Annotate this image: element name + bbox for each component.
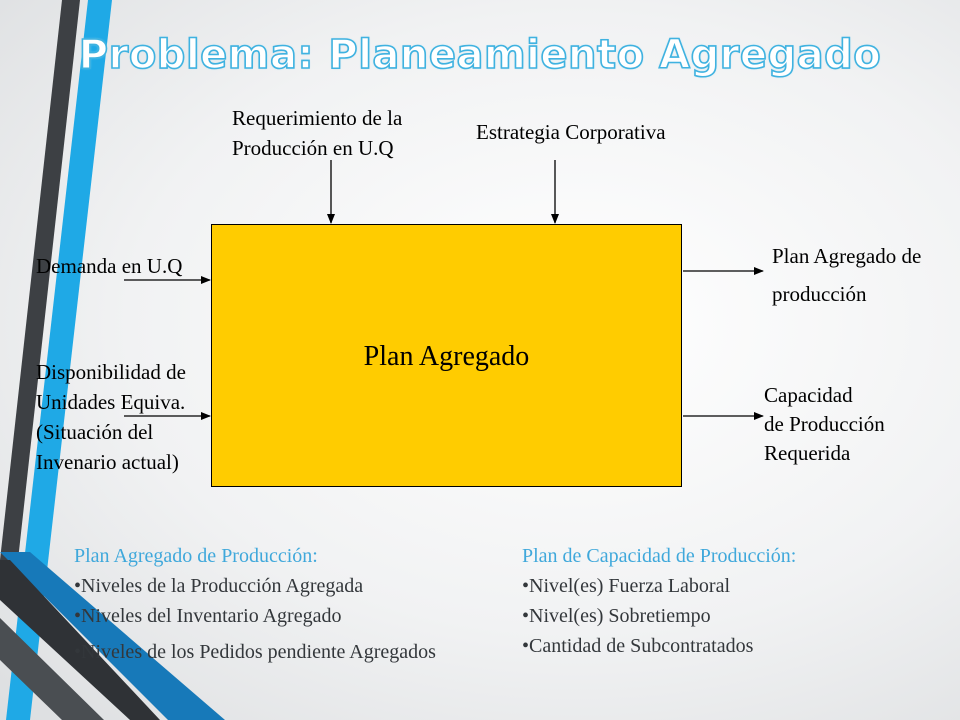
- text-line: (Situación del: [36, 420, 154, 444]
- text-line: Requerida: [764, 441, 851, 465]
- text-line: Plan Agregado de: [772, 244, 922, 268]
- output-plan-agregado: [772, 237, 921, 313]
- list-item: •Nivel(es) Fuerza Laboral: [522, 575, 731, 597]
- list-plan-agregado: [74, 541, 436, 667]
- output-capacidad: [764, 381, 885, 468]
- text-line: producción: [772, 282, 867, 306]
- list-item: •Niveles de los Pedidos pendiente Agregados: [74, 641, 436, 663]
- text-line: Disponibilidad de: [36, 360, 186, 384]
- text-line: Producción en U.Q: [232, 136, 394, 160]
- text-line: Requerimiento de la: [232, 106, 403, 130]
- input-estrategia: [476, 117, 666, 147]
- list-item: •Nivel(es) Sobretiempo: [522, 605, 711, 627]
- input-requerimiento: [232, 103, 402, 163]
- plan-agregado-box: [211, 224, 682, 487]
- list-item: •Cantidad de Subcontratados: [522, 635, 754, 657]
- text-line: Unidades Equiva.: [36, 390, 186, 414]
- text-line: Invenario actual): [36, 450, 179, 474]
- list-item: •Niveles de la Producción Agregada: [74, 575, 364, 597]
- input-demanda: [36, 251, 182, 281]
- list-item: •Niveles del Inventario Agregado: [74, 605, 342, 627]
- text-line: Demanda en U.Q: [36, 254, 183, 278]
- box-label: Plan Agregado: [363, 341, 530, 372]
- list-heading: Plan de Capacidad de Producción:: [522, 545, 797, 567]
- list-plan-capacidad: [522, 541, 796, 661]
- slide-title: Problema: Planeamiento Agregado: [78, 32, 882, 78]
- text-line: Capacidad: [764, 383, 853, 407]
- input-disponibilidad: [36, 357, 186, 477]
- text-line: Estrategia Corporativa: [476, 120, 666, 144]
- text-line: de Producción: [764, 412, 885, 436]
- list-heading: Plan Agregado de Producción:: [74, 545, 318, 567]
